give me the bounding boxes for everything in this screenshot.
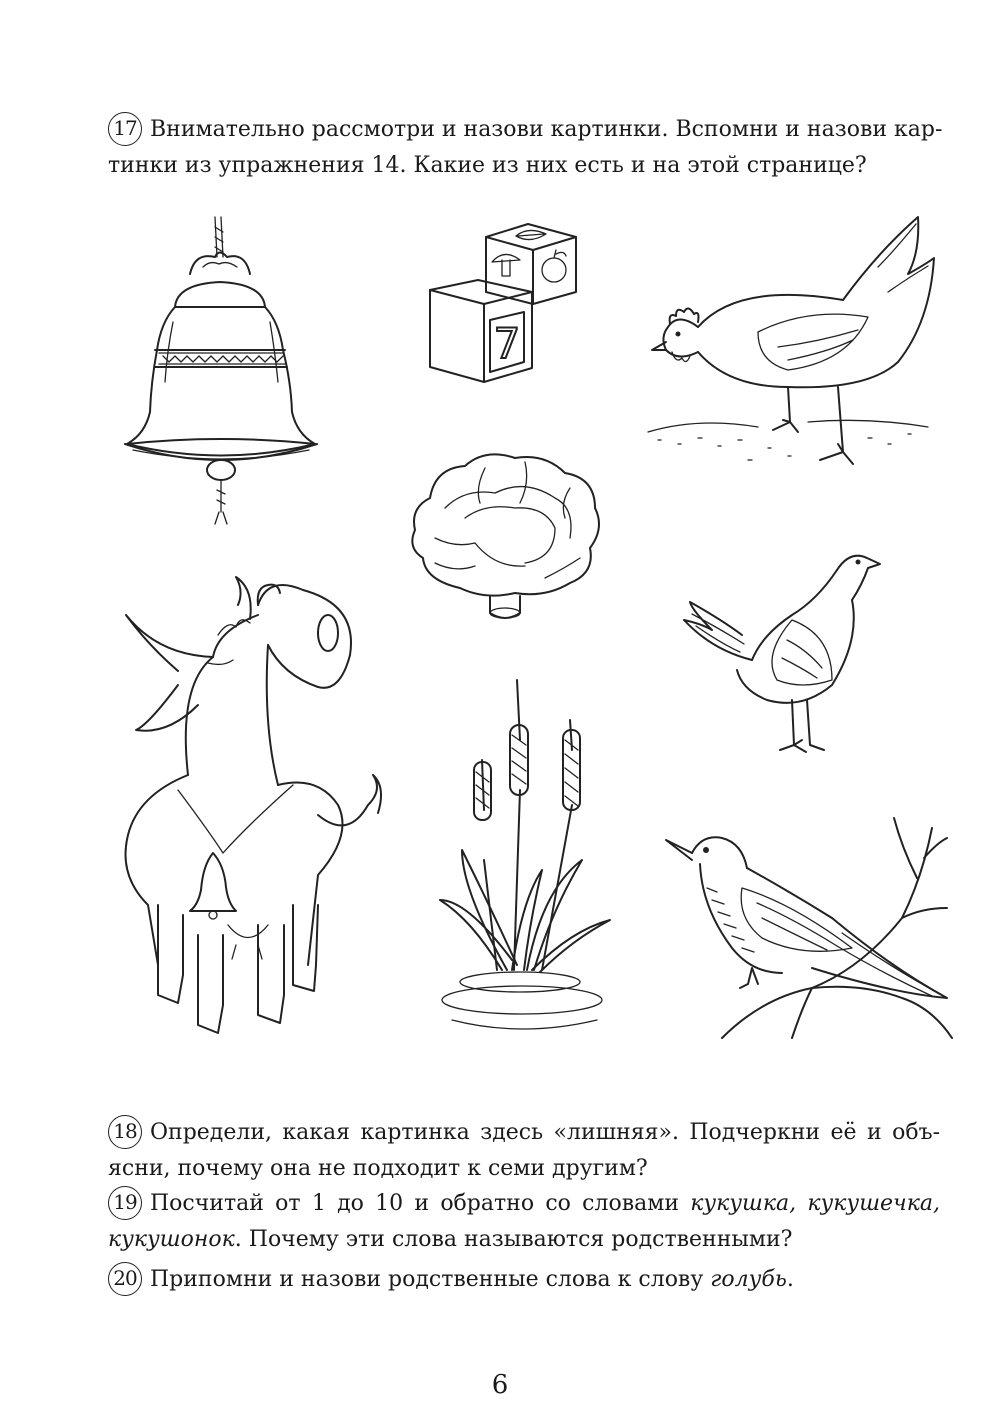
exercise-19-text-a: Посчитай от 1 до 10 и обратно со словами	[150, 1191, 691, 1216]
exercise-19-line-2	[108, 1222, 940, 1258]
exercise-19-line-1	[108, 1186, 940, 1222]
exercise-number-19: 19	[108, 1186, 142, 1220]
cow-picture	[118, 575, 408, 1050]
exercise-20-text-a: Припомни и назови родственные слова к слову	[150, 1267, 711, 1292]
hen-picture	[638, 212, 938, 477]
exercise-17-line-1: Внимательно рассмотри и назови картинки. Вспомни и назови кар-	[150, 117, 943, 142]
cabbage-picture	[405, 448, 605, 628]
exercise-17-line-2: тинки из упражнения 14. Какие из них есть и на этой странице?	[108, 153, 867, 178]
bell-picture	[115, 212, 345, 537]
exercise-18-line-1: Определи, какая картинка здесь «лишняя». Подчеркни её и объ-	[150, 1120, 940, 1145]
cattail-picture	[432, 670, 612, 1050]
exercise-number-20: 20	[108, 1262, 142, 1296]
exercise-20	[108, 1262, 940, 1298]
page-number: 6	[491, 1370, 509, 1400]
exercise-19	[108, 1186, 940, 1258]
exercise-19-text-b: . Почему эти слова называются родственными?	[234, 1227, 793, 1252]
exercise-20-word: голубь	[710, 1267, 787, 1292]
exercise-18	[108, 1115, 940, 1187]
exercise-number-17: 17	[108, 112, 142, 146]
cuckoo-picture	[662, 798, 952, 1050]
exercise-20-text-c: .	[786, 1267, 794, 1292]
cube-number-label: 7	[493, 319, 521, 368]
exercise-19-words-a: кукушка, кукушечка,	[690, 1191, 940, 1216]
exercise-18-line-2: ясни, почему она не подходит к семи другим?	[108, 1156, 648, 1181]
cubes-picture	[428, 222, 578, 387]
exercise-19-words-b: кукушонок	[108, 1227, 235, 1252]
exercise-20-line-1	[108, 1262, 940, 1298]
exercise-number-18: 18	[108, 1115, 142, 1149]
exercise-17	[108, 112, 943, 184]
pigeon-picture	[682, 540, 882, 755]
